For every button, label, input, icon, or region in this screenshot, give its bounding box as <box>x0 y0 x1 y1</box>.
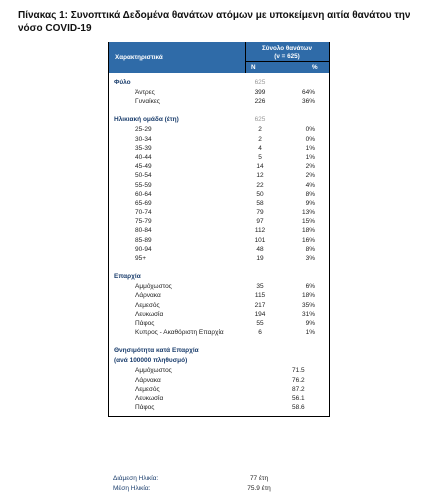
row-percent: 18% <box>301 227 315 235</box>
row-rate: 56.1 <box>292 394 305 402</box>
percent-column-header: % <box>312 64 318 71</box>
row-rate: 87.2 <box>292 385 305 393</box>
section-label: Φύλο <box>114 79 131 86</box>
row-percent: 6% <box>305 283 315 291</box>
row-count: 101 <box>254 236 266 244</box>
section-label: Ηλικιακή ομάδα (έτη) <box>114 116 179 124</box>
table-row <box>109 236 329 245</box>
row-count: 115 <box>254 292 266 300</box>
row-label: 25-29 <box>135 126 152 134</box>
row-label: Λάρνακα <box>135 376 161 384</box>
row-percent: 1% <box>305 153 315 161</box>
row-label: 35-39 <box>135 144 152 152</box>
row-count: 50 <box>256 190 264 198</box>
table-row <box>109 208 329 217</box>
total-deaths-title: Σύνολο θανάτων <box>262 45 312 52</box>
row-percent: 64% <box>301 89 315 96</box>
row-count: 399 <box>254 89 266 96</box>
row-count: 22 <box>256 181 264 189</box>
row-count: 226 <box>254 98 266 106</box>
row-label: Γυναίκες <box>135 98 160 106</box>
table-row <box>109 162 329 171</box>
row-label: 70-74 <box>135 209 152 217</box>
section-district <box>109 272 329 282</box>
section-total: 625 <box>254 79 266 86</box>
characteristics-header: Χαρακτηριστικά <box>115 54 163 61</box>
row-count: 5 <box>258 153 262 161</box>
row-percent: 18% <box>301 292 315 300</box>
row-count: 97 <box>256 218 264 226</box>
row-count: 19 <box>256 255 264 262</box>
row-percent: 8% <box>305 245 315 253</box>
section-mortality <box>109 346 329 356</box>
row-label: 85-89 <box>135 236 152 244</box>
row-percent: 1% <box>305 144 315 152</box>
row-count: 4 <box>258 144 262 152</box>
section-sex <box>109 78 329 88</box>
summary-table <box>108 42 330 417</box>
header-divider <box>245 42 246 73</box>
mean-age-row <box>108 485 328 495</box>
row-percent: 0% <box>305 135 315 143</box>
row-label: Άντρες <box>135 89 155 96</box>
row-percent: 3% <box>305 255 315 262</box>
row-label: Αμμόχωστος <box>135 283 172 291</box>
table-row <box>109 181 329 190</box>
table-row <box>109 144 329 153</box>
table-row <box>109 254 329 263</box>
row-label: Αμμόχωστος <box>135 367 172 375</box>
row-percent: 0% <box>305 126 315 134</box>
table-row <box>109 171 329 180</box>
row-count: 14 <box>256 163 264 171</box>
row-label: Πάφος <box>135 319 155 327</box>
row-percent: 16% <box>301 236 315 244</box>
row-percent: 15% <box>301 218 315 226</box>
section-label: Επαρχία <box>114 273 141 281</box>
section-label: (ανά 100000 πληθυσμό) <box>114 357 188 365</box>
table-row <box>109 190 329 199</box>
header-rule <box>245 61 329 62</box>
table-row <box>109 385 329 394</box>
row-label: 55-59 <box>135 181 152 189</box>
row-count: 2 <box>258 126 262 134</box>
row-label: 30-34 <box>135 135 152 143</box>
row-rate: 76.2 <box>292 376 305 384</box>
row-label: 80-84 <box>135 227 152 235</box>
table-row <box>109 291 329 300</box>
row-count: 48 <box>256 245 264 253</box>
row-label: Λευκωσία <box>135 310 164 318</box>
row-label: Λάρνακα <box>135 292 161 300</box>
row-rate: 58.6 <box>292 404 305 412</box>
table-row <box>109 403 329 412</box>
median-age-value: 77 έτη <box>249 475 269 482</box>
summary-footer <box>108 475 328 495</box>
table-row <box>109 245 329 254</box>
row-percent: 13% <box>301 209 315 217</box>
row-label: Κυπρος - Ακαθόριστη Επαρχία <box>135 329 224 337</box>
row-count: 2 <box>258 135 262 143</box>
mean-age-label: Μέση Ηλικία: <box>113 485 151 492</box>
total-deaths-header <box>245 45 329 61</box>
table-row <box>109 97 329 106</box>
row-label: 65-69 <box>135 199 152 207</box>
table-row <box>109 88 329 97</box>
row-label: 45-49 <box>135 163 152 171</box>
row-percent: 2% <box>305 172 315 180</box>
row-count: 6 <box>258 329 262 337</box>
section-age <box>109 115 329 125</box>
median-age-row <box>108 475 328 485</box>
table-row <box>109 310 329 319</box>
table-header <box>109 42 329 73</box>
row-percent: 4% <box>305 181 315 189</box>
row-percent: 35% <box>301 301 315 309</box>
section-mortality-subtitle <box>109 356 329 366</box>
row-percent: 2% <box>305 163 315 171</box>
row-percent: 9% <box>305 319 315 327</box>
row-label: Λευκωσία <box>135 394 164 402</box>
row-count: 112 <box>254 227 266 235</box>
row-label: Λεμεσός <box>135 301 160 309</box>
table-row <box>109 135 329 144</box>
table-row <box>109 319 329 328</box>
row-rate: 71.5 <box>292 367 305 375</box>
row-count: 12 <box>256 172 264 180</box>
n-column-header: N <box>251 64 256 71</box>
row-count: 58 <box>256 199 264 207</box>
table-row <box>109 328 329 337</box>
row-label: 60-64 <box>135 190 152 198</box>
row-percent: 1% <box>305 329 315 337</box>
table-row <box>109 199 329 208</box>
row-percent: 8% <box>305 190 315 198</box>
row-label: 90-94 <box>135 245 152 253</box>
table-row <box>109 376 329 385</box>
mean-age-value: 75.9 έτη <box>247 485 271 492</box>
total-deaths-count: (ν = 625) <box>274 53 300 60</box>
row-count: 217 <box>254 301 266 309</box>
row-label: 95+ <box>135 255 147 262</box>
table-row <box>109 366 329 375</box>
table-row <box>109 153 329 162</box>
row-percent: 9% <box>305 199 315 207</box>
table-row <box>109 394 329 403</box>
row-label: Πάφος <box>135 404 155 412</box>
row-label: Λεμεσός <box>135 385 160 393</box>
table-title: Πίνακας 1: Συνοπτικά Δεδομένα θανάτων ατόμων με υποκείμενη αιτία θανάτου την νόσο COVID-19 <box>18 10 411 34</box>
row-label: 40-44 <box>135 153 152 161</box>
row-count: 55 <box>256 319 264 327</box>
row-count: 79 <box>256 209 264 217</box>
section-label: Θνησιμότητα κατά Επαρχία <box>114 347 199 355</box>
table-row <box>109 226 329 235</box>
row-label: 75-79 <box>135 218 152 226</box>
section-total: 625 <box>254 116 266 124</box>
table-row <box>109 282 329 291</box>
table-row <box>109 301 329 310</box>
row-count: 194 <box>254 310 266 318</box>
table-row <box>109 217 329 226</box>
row-count: 35 <box>256 283 264 291</box>
row-label: 50-54 <box>135 172 152 180</box>
row-percent: 36% <box>301 98 315 106</box>
row-percent: 31% <box>301 310 315 318</box>
median-age-label: Διάμεση Ηλικία: <box>113 475 159 482</box>
table-row <box>109 125 329 134</box>
